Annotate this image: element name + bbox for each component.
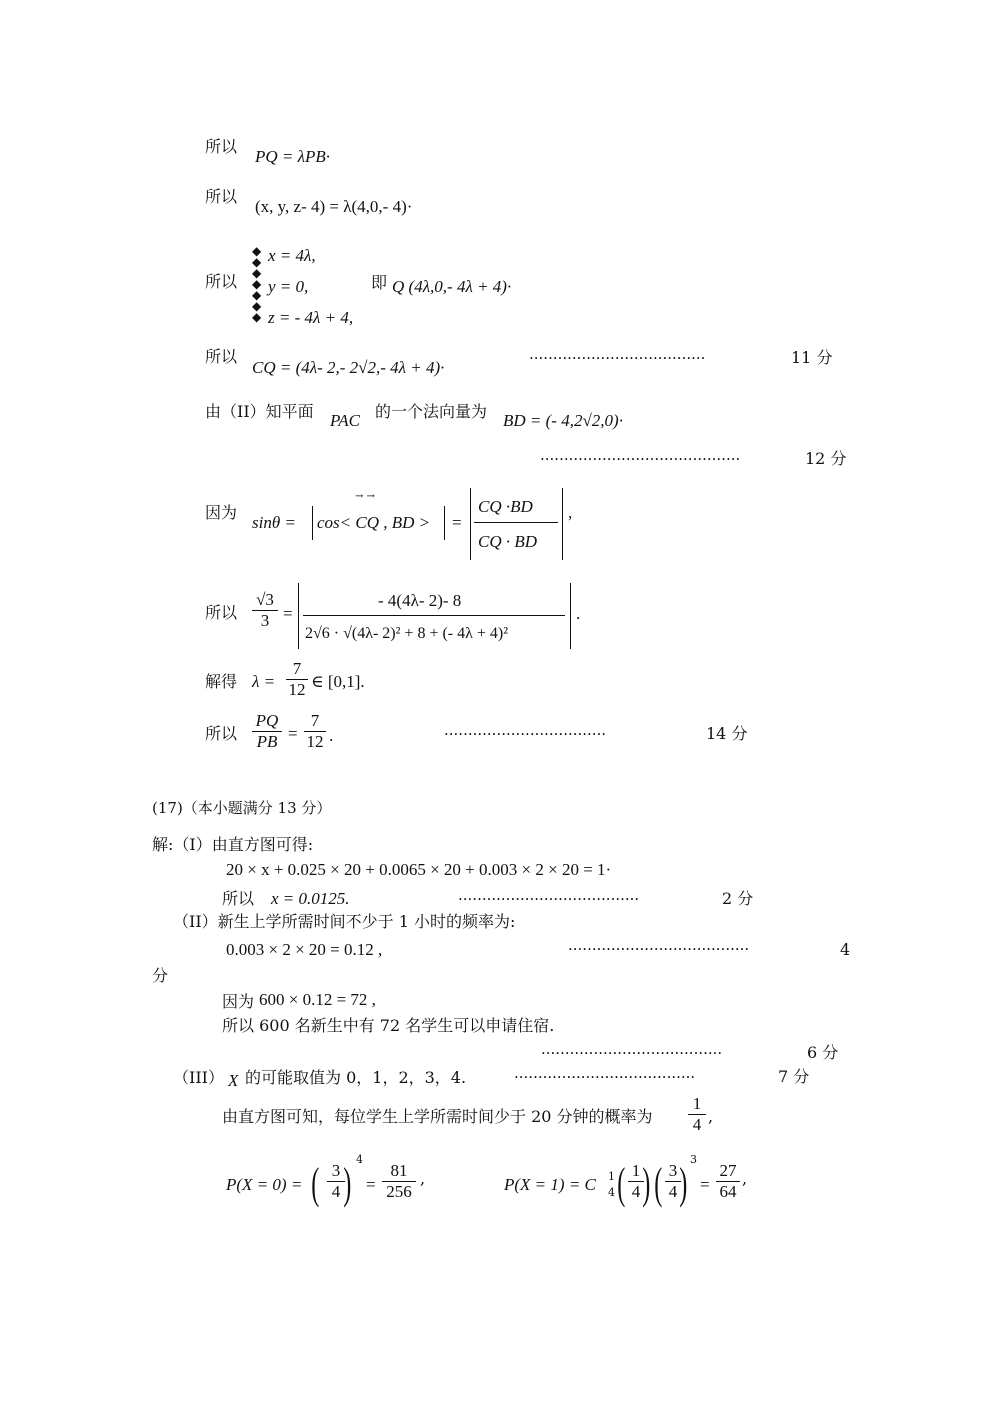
- frac-num: 1: [631, 1161, 641, 1180]
- comma-4: ,: [742, 1169, 748, 1188]
- px1-eq: =: [700, 1175, 710, 1194]
- score-4-unit: 分: [152, 966, 169, 985]
- abs-bar-big-right: [562, 488, 563, 560]
- frac-num: 27: [719, 1161, 737, 1180]
- range-in-01: ∈ [0,1].: [311, 672, 365, 691]
- px1-exponent: 3: [690, 1153, 697, 1166]
- frac-bar-l8: [303, 615, 565, 616]
- frac-num: 1: [692, 1094, 702, 1113]
- frac-num: 7: [310, 711, 320, 730]
- brace-glyphs-icon: ◆ ◆ ◆ ◆ ◆ ◆ ◆: [252, 244, 262, 324]
- frac-den: 64: [719, 1182, 737, 1201]
- dot-leader-6: ······································: [541, 1044, 723, 1062]
- abs-bar-right: [444, 506, 445, 540]
- q17-part2-eq: 0.003 × 2 × 20 = 0.12 ,: [226, 940, 383, 959]
- q17-eq1: 20 × x + 0.025 × 20 + 0.0065 × 20 + 0.003 × 2 × 20 = 1·: [226, 860, 612, 879]
- paren-right-icon: ): [343, 1159, 352, 1208]
- px1-c-superscript: 1: [608, 1170, 615, 1183]
- label-suoyi-3: 所以: [205, 272, 238, 291]
- frac-num: 3: [331, 1161, 341, 1180]
- frac-num: 7: [292, 659, 302, 678]
- eq-sign-1: =: [452, 513, 462, 532]
- paren-left-icon: (: [311, 1159, 320, 1208]
- frac-bar-cos: [474, 522, 558, 523]
- abs-bar-l8-left: [298, 583, 299, 649]
- comma-2: ,: [708, 1107, 714, 1126]
- frac-den: 4: [331, 1182, 341, 1201]
- q17-part3-line2: 由直方图可知，每位学生上学所需时间少于 20 分钟的概率为: [222, 1107, 653, 1126]
- frac-den: 4: [692, 1115, 702, 1134]
- frac-7-over-12: [286, 659, 308, 700]
- label-suoyi-5: 所以: [205, 603, 238, 622]
- dot-leader-12: ··········································: [540, 450, 741, 468]
- q17-var-x: X: [228, 1071, 239, 1090]
- frac-den: 3: [260, 611, 270, 630]
- system-line-1: x = 4λ,: [268, 246, 316, 265]
- q17-eq2: x = 0.0125.: [271, 889, 350, 908]
- q17-intro: 解:（I）由直方图可得:: [152, 835, 314, 854]
- frac-81-over-256: [382, 1161, 416, 1202]
- eq-pq-lambda-pb: PQ = λPB·: [255, 147, 331, 166]
- abs-bar-l8-right: [570, 583, 571, 649]
- frac-num: 3: [668, 1161, 678, 1180]
- system-line-3: z = - 4λ + 4,: [268, 308, 354, 327]
- q17-part2-title: （II）新生上学所需时间不少于 1 小时的频率为:: [173, 912, 516, 931]
- l8-denominator: 2√6 · √(4λ- 2)² + 8 + (- 4λ + 4)²: [305, 625, 509, 642]
- score-4-number: 4: [840, 940, 851, 959]
- px0-lhs: P(X = 0) =: [226, 1175, 303, 1194]
- frac-num: 81: [390, 1161, 408, 1180]
- l8-numerator: - 4(4λ- 2)- 8: [378, 591, 462, 610]
- label-yinwei-1: 因为: [205, 503, 238, 522]
- frac-den: PB: [256, 732, 278, 751]
- abs-bar-left: [312, 506, 313, 540]
- eq-cq-vector: CQ = (4λ- 2,- 2√2,- 4λ + 4)·: [252, 358, 445, 377]
- label-normal-vector: 的一个法向量为: [375, 402, 488, 421]
- paren-right-icon: ): [642, 1159, 651, 1208]
- lambda-eq: λ =: [252, 672, 276, 691]
- plane-pac: PAC: [330, 411, 360, 430]
- abs-bar-big-left: [470, 488, 471, 560]
- score-14: 14 分: [706, 724, 748, 743]
- eq-xyz-lambda: (x, y, z- 4) = λ(4,0,- 4)·: [255, 197, 413, 216]
- dot-leader-2: ······································: [458, 890, 640, 908]
- score-11: 11 分: [791, 348, 833, 367]
- q17-part3-values: 的可能取值为 0，1，2，3，4.: [245, 1068, 467, 1087]
- paren-left-icon: (: [654, 1159, 663, 1208]
- eq-sin-theta: sinθ =: [252, 513, 296, 532]
- paren-right-icon: ): [679, 1159, 688, 1208]
- paren-left-icon: (: [617, 1159, 626, 1208]
- q17-eq2-label: 所以: [222, 889, 255, 908]
- px0-exponent: 4: [356, 1153, 363, 1166]
- eq-sign-2: =: [283, 604, 293, 623]
- frac-den: 256: [386, 1182, 412, 1201]
- vector-arrows-icon: → →: [355, 491, 375, 502]
- period-1: .: [576, 604, 581, 623]
- frac-27-over-64: [716, 1161, 740, 1202]
- label-suoyi-6: 所以: [205, 724, 238, 743]
- px1-c-subscript: 4: [608, 1186, 615, 1199]
- system-line-2: y = 0,: [268, 277, 309, 296]
- eq-bd-vector: BD = (- 4,2√2,0)·: [503, 411, 623, 430]
- px1-lhs: P(X = 1) = C: [504, 1175, 596, 1194]
- frac-den: 4: [668, 1182, 678, 1201]
- score-6: 6 分: [807, 1043, 839, 1062]
- frac-dot-numerator: CQ ·BD: [478, 497, 533, 516]
- period-2: .: [329, 726, 334, 745]
- label-youII: 由（II）知平面: [205, 402, 314, 421]
- dot-leader-14: ··································: [444, 725, 607, 743]
- q17-part3-title: （III）: [173, 1068, 224, 1087]
- score-7: 7 分: [778, 1067, 810, 1086]
- score-12: 12 分: [805, 449, 847, 468]
- frac-sqrt3-over-3: [252, 590, 278, 631]
- dot-leader-11: ·····································: [529, 349, 706, 367]
- comma-1: ,: [568, 503, 573, 522]
- frac-den: 12: [306, 732, 324, 751]
- q17-title: (17)（本小题满分 13 分）: [152, 799, 332, 817]
- frac-pq-over-pb: [252, 711, 282, 752]
- eq-q-point: Q (4λ,0,- 4λ + 4)·: [392, 277, 512, 296]
- dot-leader-4: ······································: [568, 940, 750, 958]
- label-suoyi-2: 所以: [205, 187, 238, 206]
- frac-num: √3: [256, 590, 274, 609]
- comma-3: ,: [420, 1169, 426, 1188]
- q17-conclusion: 所以 600 名新生中有 72 名学生可以申请住宿.: [222, 1016, 555, 1035]
- dot-leader-7: ······································: [514, 1068, 696, 1086]
- label-ji: 即: [371, 273, 388, 292]
- frac-den: 12: [288, 680, 306, 699]
- frac-3-over-4: [327, 1161, 345, 1202]
- frac-7-over-12-b: [304, 711, 326, 752]
- frac-1-over-4: [688, 1094, 706, 1135]
- px0-eq: =: [366, 1175, 376, 1194]
- label-jiede: 解得: [205, 672, 238, 691]
- eq-cos-angle: cos< CQ , BD >: [317, 513, 431, 532]
- q17-because-eq: 600 × 0.12 = 72 ,: [259, 990, 376, 1009]
- frac-norm-denominator: CQ · BD: [478, 532, 538, 551]
- label-suoyi-4: 所以: [205, 347, 238, 366]
- label-suoyi-1: 所以: [205, 137, 238, 156]
- eq-sign-3: =: [288, 724, 298, 743]
- q17-because: 因为: [222, 992, 255, 1011]
- score-2: 2 分: [722, 889, 754, 908]
- frac-num: PQ: [255, 711, 279, 730]
- frac-den: 4: [631, 1182, 641, 1201]
